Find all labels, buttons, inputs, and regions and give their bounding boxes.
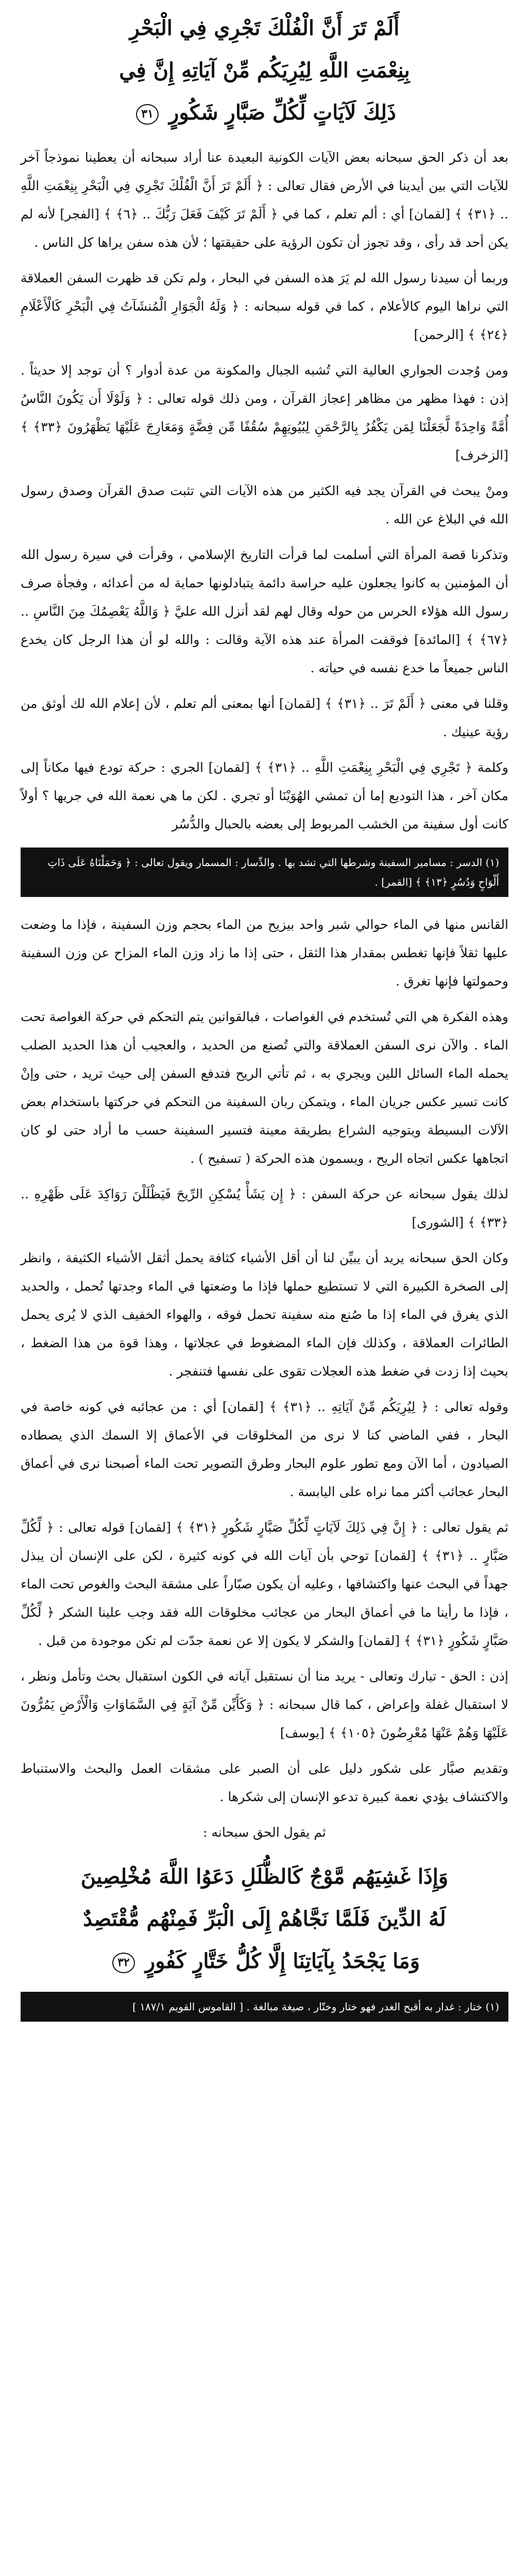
paragraph: ثم يقول تعالى : ﴿ إِنَّ فِي ذَلِكَ لَآيَاتٍ لِّكُلِّ صَبَّارٍ شَكُورٍ ﴿٣١﴾ ﴾ [لقمان] قوله تعالى : ﴿ لِّكُلِّ صَبَّارٍ .. ﴿٣١﴾ ﴾ [لقمان] توحي بأن آيات الله في كونه كثيرة ، لكن على الإنسان أن يبذل جهداً في البحث عنها واكتشافها ، وعليه أن يكون صبّاراً على مشقة البحث والغوص تحت الماء ، فإذا ما رأينا ما في أعماق البحار من عجائب مخلوقات الله فقد وجب علينا الشكر ﴿ لِّكُلِّ صَبَّارٍ شَكُورٍ ﴿٣١﴾ ﴾ [لقمان] والشكر لا يكون إلا عن نعمة جدّت لم تكن موجودة من قبل . xyxy=(21,1520,509,1648)
paragraph: إذن : الحق - تبارك وتعالى - يريد منا أن نستقبل آياته في الكون استقبال بحث وتأمل ونظر ، لا استقبال غفلة وإعراض ، كما قال سبحانه : ﴿ وَكَأَيِّن مِّنْ آيَةٍ فِي السَّمَاوَاتِ وَالْأَرْضِ يَمُرُّونَ عَلَيْهَا وَهُمْ عَنْهَا مُعْرِضُونَ ﴿١٠٥﴾ ﴾ [يوسف] xyxy=(21,1669,508,1740)
paragraph: وكان الحق سبحانه يريد أن يبيِّن لنا أن أقل الأشياء كثافة يحمل أثقل الأشياء الكثيفة ، وانظر إلى الصخرة الكبيرة التي لا تستطيع حملها فإذا ما وضعتها في الماء وجدتها تُحمل ، والحديد الذي يغرق في الماء إذا ما صُنع منه سفينة تحمل فوقه ، والهواء الخفيف الذي لا يُرى يحمل الطائرات العملاقة ، وكذلك فإن الماء المضغوط في عجلاتها ، وهذا قوة من هذا الضغط ، بحيث إذا زدت في ضغط هذه العجلات تقوى على نفسها فتنفجر . xyxy=(21,1250,508,1379)
paragraph: وكلمة ﴿ تَجْرِي فِي الْبَحْرِ بِنِعْمَتِ اللَّهِ .. ﴿٣١﴾ ﴾ [لقمان] الجري : حركة تودع فيها مكاناً إلى مكان آخر ، هذا التوديع إما أن تمشي الهُوَيْنَا أو تجري . لكن ما هي نعمة الله في جريها ؟ أولاً كانت أول سفينة من الخشب المربوط إلى بعضه بالحبال والدُّسُر xyxy=(21,760,509,832)
paragraph: وقلنا في معنى ﴿ أَلَمْ تَرَ .. ﴿٣١﴾ ﴾ [لقمان] أنها بمعنى ألم تعلم ، لأن إعلام الله لك أوثق من رؤية عينيك . xyxy=(21,696,508,739)
paragraph: ومنْ يبحث في القرآن يجد فيه الكثير من هذه الآيات التي تثبت صدق القرآن وصدق رسول الله في البلاغ عن الله . xyxy=(21,483,508,527)
verse-bottom xyxy=(21,1856,508,1982)
footnote-box: (١) الدسر : مسامير السفينة وشرطها التي تشد بها . والدِّسار : المسمار ويقول تعالى : ﴿ وَحَمَلْنَاهُ عَلَى ذَاتِ أَلْوَاحٍ وَدُسُرٍ ﴿١٣﴾ ﴾ [القمر] . xyxy=(21,848,508,897)
verse-top-line-2: بِنِعْمَتِ اللَّهِ لِيُرِيَكُم مِّنْ آيَاتِهِ إِنَّ فِي xyxy=(119,58,410,82)
verse-bottom-line-2: لَهُ الدِّينَ فَلَمَّا نَجَّاهُمْ إِلَى الْبَرِّ فَمِنْهُم مُّقْتَصِدٌ xyxy=(83,1907,446,1931)
verse-bottom-line-1: وَإِذَا غَشِيَهُم مَّوْجٌ كَالظُّلَلِ دَعَوُا اللَّهَ مُخْلِصِينَ xyxy=(80,1865,449,1889)
verse-top xyxy=(21,7,508,134)
verse-number-badge: ٣١ xyxy=(136,104,159,125)
commentary-section-1 xyxy=(21,143,508,838)
transition-line: ثم يقول الحق سبحانه : xyxy=(203,1825,326,1840)
verse-bottom-line-3: وَمَا يَجْحَدُ بِآيَاتِنَا إِلَّا كُلُّ خَتَّارٍ كَفُورٍ ٣٢ xyxy=(26,1940,503,1982)
paragraph: بعد أن ذكر الحق سبحانه بعض الآيات الكونية البعيدة عنا أراد سبحانه أن يعطينا نموذجاً آخر للآيات التي بين أيدينا في الأرض فقال تعالى : ﴿ أَلَمْ تَرَ أَنَّ الْفُلْكَ تَجْرِي فِي الْبَحْرِ بِنِعْمَتِ اللَّهِ .. ﴿٣١﴾ ﴾ [لقمان] أي : ألم تعلم ، كما في ﴿ أَلَمْ تَرَ كَيْفَ فَعَلَ رَبُّكَ .. ﴿٦﴾ ﴾ [الفجر] لأنه لم يكن أحد قد رأى ، وقد تجوز أن تكون الرؤية على حقيقتها ؛ لأن هذه سفن يراها كل الناس . xyxy=(21,150,508,250)
paragraph: وهذه الفكرة هي التي تُستخدم في الغواصات ، فبالقوانين يتم التحكم في حركة الغواصة تحت الماء . والآن نرى السفن العملاقة والتي تُصنع من الحديد ، والعجيب أن هذا الحديد الصلب يحمله الماء السائل اللين ويجري به ، ثم تأتي الريح فتدفع السفن إلى حيث تريد ، حتى وإنْ كانت تسير عكس جريان الماء ، ويتمكن ربان السفينة من التحكم في حركتها باستخدام بعض الآلات البسيطة ويتوجيه الشراع بطريقة معينة فتسير السفينة حسب ما أراد حتى لو كان اتجاهها عكس اتجاه الريح ، ويسمون هذه الحركة ( تسفيح ) . xyxy=(21,1009,508,1166)
paragraph: ومن وُجدت الجواري العالية التي تُشبه الجبال والمكونة من عدة أدوار ؟ أن توجد إلا حديثاً . إذن : فهذا مظهر من مظاهر إعجاز القرآن ، ومن ذلك قوله تعالى : ﴿ وَلَوْلَا أَن يَكُونَ النَّاسُ أُمَّةً وَاحِدَةً لَّجَعَلْنَا لِمَن يَكْفُرُ بِالرَّحْمَنِ لِبُيُوتِهِمْ سُقُفًا مِّن فِضَّةٍ وَمَعَارِجَ عَلَيْهَا يَظْهَرُونَ ﴿٣٣﴾ ﴾ [الزخرف] xyxy=(21,363,508,463)
commentary-section-2 xyxy=(21,910,508,1811)
verse-number-badge: ٣٢ xyxy=(112,1953,135,1973)
paragraph: وتقديم صبَّار على شكور دليل على أن الصبر على مشقات العمل والبحث والاستنباط والاكتشاف يؤدي نعمة كبيرة تدعو الإنسان إلى شكرها . xyxy=(21,1761,508,1804)
verse-top-line-3: ذَلِكَ لَآيَاتٍ لِّكُلِّ صَبَّارٍ شَكُورٍ ٣١ xyxy=(26,92,503,134)
verse-top-line-1: أَلَمْ تَرَ أَنَّ الْفُلْكَ تَجْرِي فِي الْبَحْرِ xyxy=(129,16,400,40)
paragraph: القانس منها في الماء حوالي شبر واحد بيزيح من الماء بحجم وزن السفينة ، فإذا ما وضعت عليها ثقلاً فإنها تغطس بمقدار هذا الثقل ، حتى إذا ما زاد وزن الماء المزاح عن وزن السفينة وحمولتها فإنها تغرق . xyxy=(21,917,508,989)
footnote-box: (١) ختار : غدار به أقبح الغدر فهو ختار وختّار ، صيغة مبالغة . [ القاموس القويم ١٨٧/١ ] xyxy=(21,1992,508,2022)
paragraph: وتذكرنا قصة المرأة التي أسلمت لما قرأت التاريخ الإسلامي ، وقرأت في سيرة رسول الله أن المؤمنين به كانوا يجعلون عليه حراسة دائمة يتبادلونها حماية له من أعدائه ، وفجأة صرف رسول الله هؤلاء الحرس من حوله وقال لهم لقد أنزل الله عليَّ ﴿ وَاللَّهُ يَعْصِمُكَ مِنَ النَّاسِ .. ﴿٦٧﴾ ﴾ [المائدة] فوقفت المرأة عند هذه الآية وقالت : والله لو أن هذا الرجل كان يخدع الناس جميعاً ما خدع نفسه في حياته . xyxy=(21,547,508,675)
paragraph: وربما أن سيدنا رسول الله لم يَرَ هذه السفن في البحار ، ولم تكن قد ظهرت السفن العملاقة التي نراها اليوم كالأعلام ، كما في قوله سبحانه : ﴿ وَلَهُ الْجَوَارِ الْمُنشَآتُ فِي الْبَحْرِ كَالْأَعْلَامِ ﴿٢٤﴾ ﴾ [الرحمن] xyxy=(21,270,508,342)
paragraph: لذلك يقول سبحانه عن حركة السفن : ﴿ إِن يَشَأْ يُسْكِنِ الرِّيحَ فَيَظْلَلْنَ رَوَاكِدَ عَلَى ظَهْرِهِ .. ﴿٣٣﴾ ﴾ [الشورى] xyxy=(21,1187,508,1230)
paragraph: وقوله تعالى : ﴿ لِيُرِيَكُم مِّنْ آيَاتِهِ .. ﴿٣١﴾ ﴾ [لقمان] أي : من عجائبه في كونه خاصة في البحار ، ففي الماضي كنا لا نرى من المخلوقات في الأعماق إلا السمك الذي يصطاده الصيادون ، أما الآن ومع تطور علوم البحار وطرق التصوير تحت الماء أصبحنا نرى في أعماق البحار عجائب أكثر مما نراه على اليابسة . xyxy=(21,1399,508,1499)
